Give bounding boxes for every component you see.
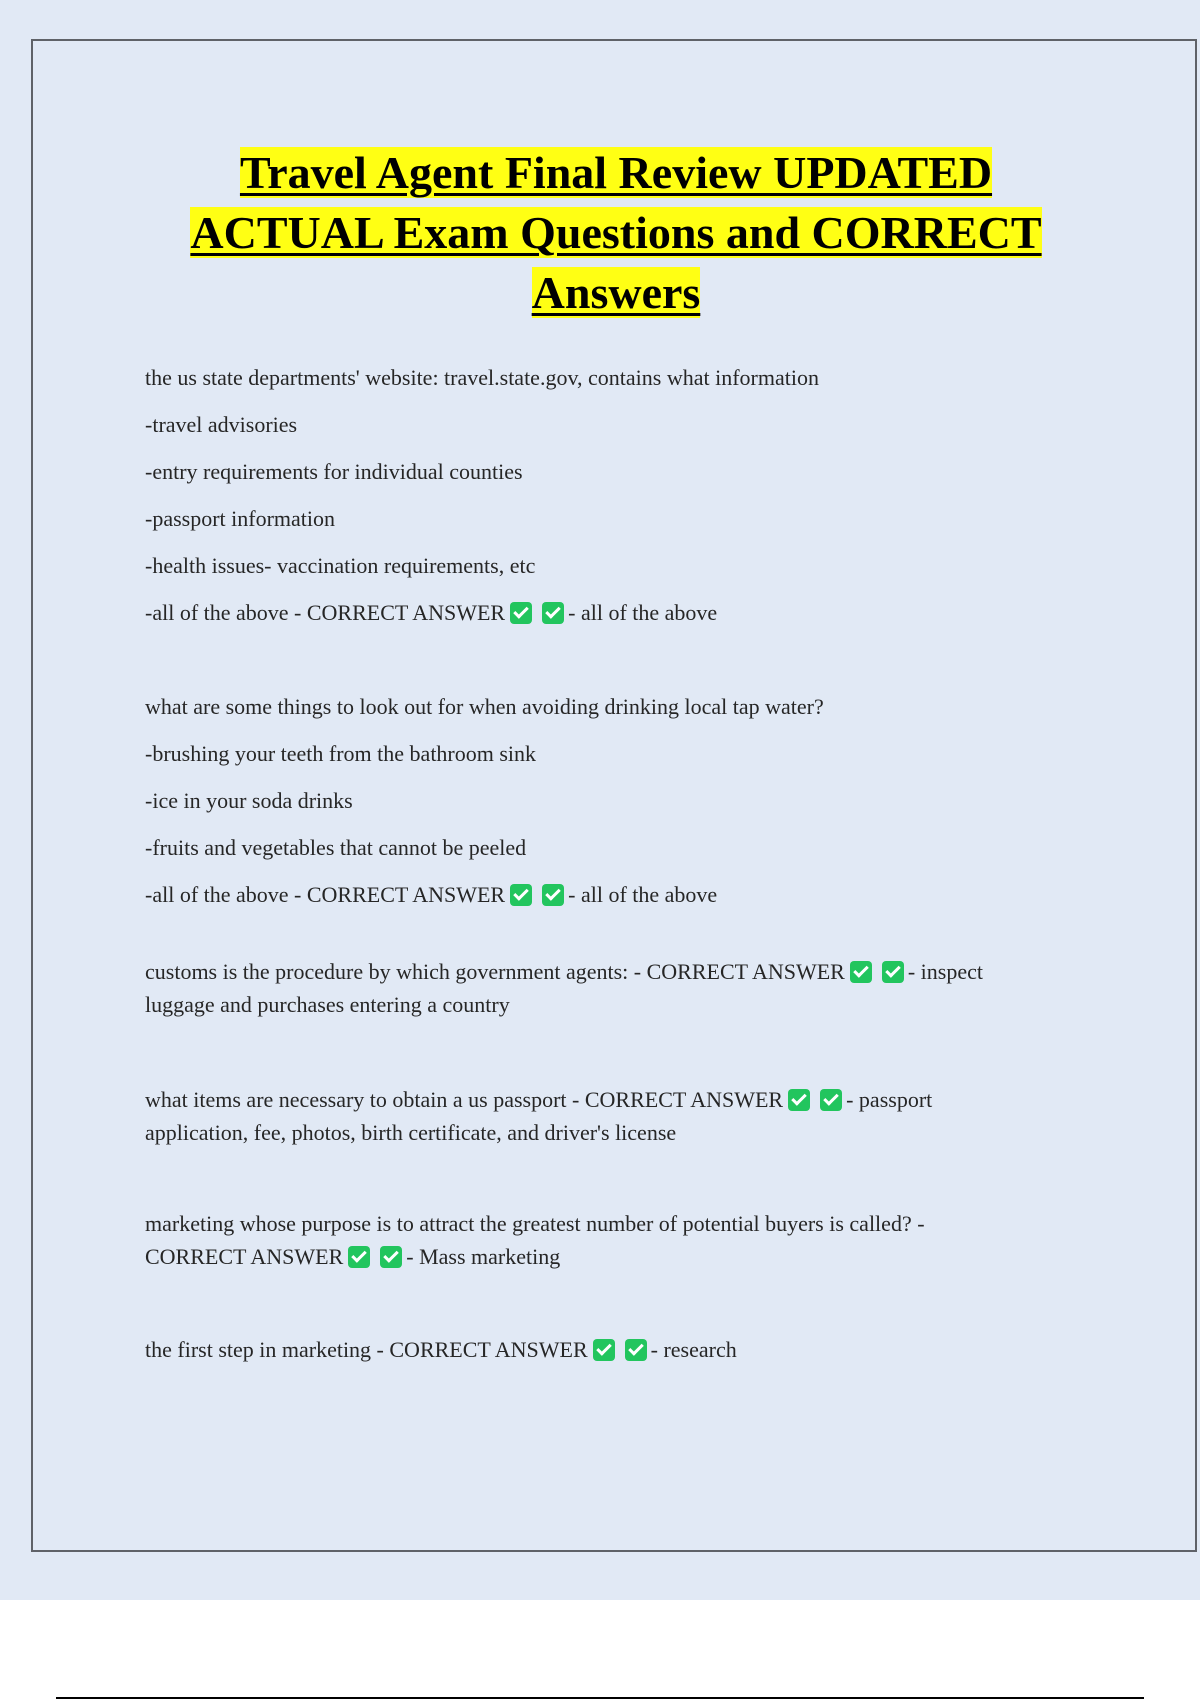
check-box-icon: [593, 1339, 615, 1361]
correct-answer: - research: [650, 1337, 737, 1362]
title-line-3: Answers: [531, 267, 701, 318]
option-item: -travel advisories: [145, 412, 298, 437]
check-box-icon: [820, 1089, 842, 1111]
check-box-icon: [625, 1339, 647, 1361]
option-item: -all of the above - CORRECT ANSWER: [145, 882, 506, 907]
check-box-icon: [850, 961, 872, 983]
correct-answer: - passport: [846, 1087, 933, 1112]
check-box-icon: [542, 602, 564, 624]
question-text: customs is the procedure by which government agents: - CORRECT ANSWER: [145, 959, 845, 984]
check-box-icon: [348, 1246, 370, 1268]
check-box-icon: [882, 961, 904, 983]
title-line-2: ACTUAL Exam Questions and CORRECT: [190, 207, 1042, 258]
question-answer-text: [145, 1083, 1115, 1149]
option-item: -brushing your teeth from the bathroom sink: [145, 741, 537, 766]
option-item: -all of the above - CORRECT ANSWER: [145, 600, 506, 625]
answer-line: [145, 589, 1115, 636]
question-answer-text: [145, 1207, 1115, 1273]
question-text: the first step in marketing - CORRECT ANSWER: [145, 1337, 588, 1362]
question-answer-text: [145, 955, 1115, 1021]
correct-answer-continued: application, fee, photos, birth certificate, and driver's license: [145, 1120, 677, 1145]
title-line-1: Travel Agent Final Review UPDATED: [239, 147, 993, 198]
option-item: -fruits and vegetables that cannot be peeled: [145, 835, 527, 860]
question-block-2: [145, 683, 1115, 918]
question-answer-text: [145, 1333, 1115, 1366]
question-block-3: [145, 955, 1115, 1021]
option-item: -passport information: [145, 506, 336, 531]
check-box-icon: [788, 1089, 810, 1111]
correct-answer: - all of the above: [568, 882, 718, 907]
bottom-divider: [56, 1697, 1144, 1699]
correct-answer-continued: luggage and purchases entering a country: [145, 992, 510, 1017]
question-text: what are some things to look out for when avoiding drinking local tap water?: [145, 694, 824, 719]
question-block-1: [145, 354, 1115, 636]
question-block-6: [145, 1333, 1115, 1366]
document-title: [73, 143, 1159, 323]
option-item: -entry requirements for individual counties: [145, 459, 523, 484]
check-box-icon: [380, 1246, 402, 1268]
option-item: -ice in your soda drinks: [145, 788, 353, 813]
question-block-4: [145, 1083, 1115, 1149]
check-box-icon: [542, 884, 564, 906]
check-box-icon: [510, 884, 532, 906]
correct-answer: - all of the above: [568, 600, 718, 625]
question-text: marketing whose purpose is to attract the greatest number of potential buyers is called? -: [145, 1211, 925, 1236]
correct-answer: - Mass marketing: [406, 1244, 561, 1269]
answer-line: [145, 871, 1115, 918]
option-item: -health issues- vaccination requirements, etc: [145, 553, 536, 578]
question-text: the us state departments' website: travel.state.gov, contains what information: [145, 365, 819, 390]
check-box-icon: [510, 602, 532, 624]
question-block-5: [145, 1207, 1115, 1273]
document-page: [31, 39, 1197, 1552]
correct-answer: - inspect: [907, 959, 983, 984]
question-text: what items are necessary to obtain a us passport - CORRECT ANSWER: [145, 1087, 784, 1112]
correct-answer-label: CORRECT ANSWER: [145, 1244, 344, 1269]
